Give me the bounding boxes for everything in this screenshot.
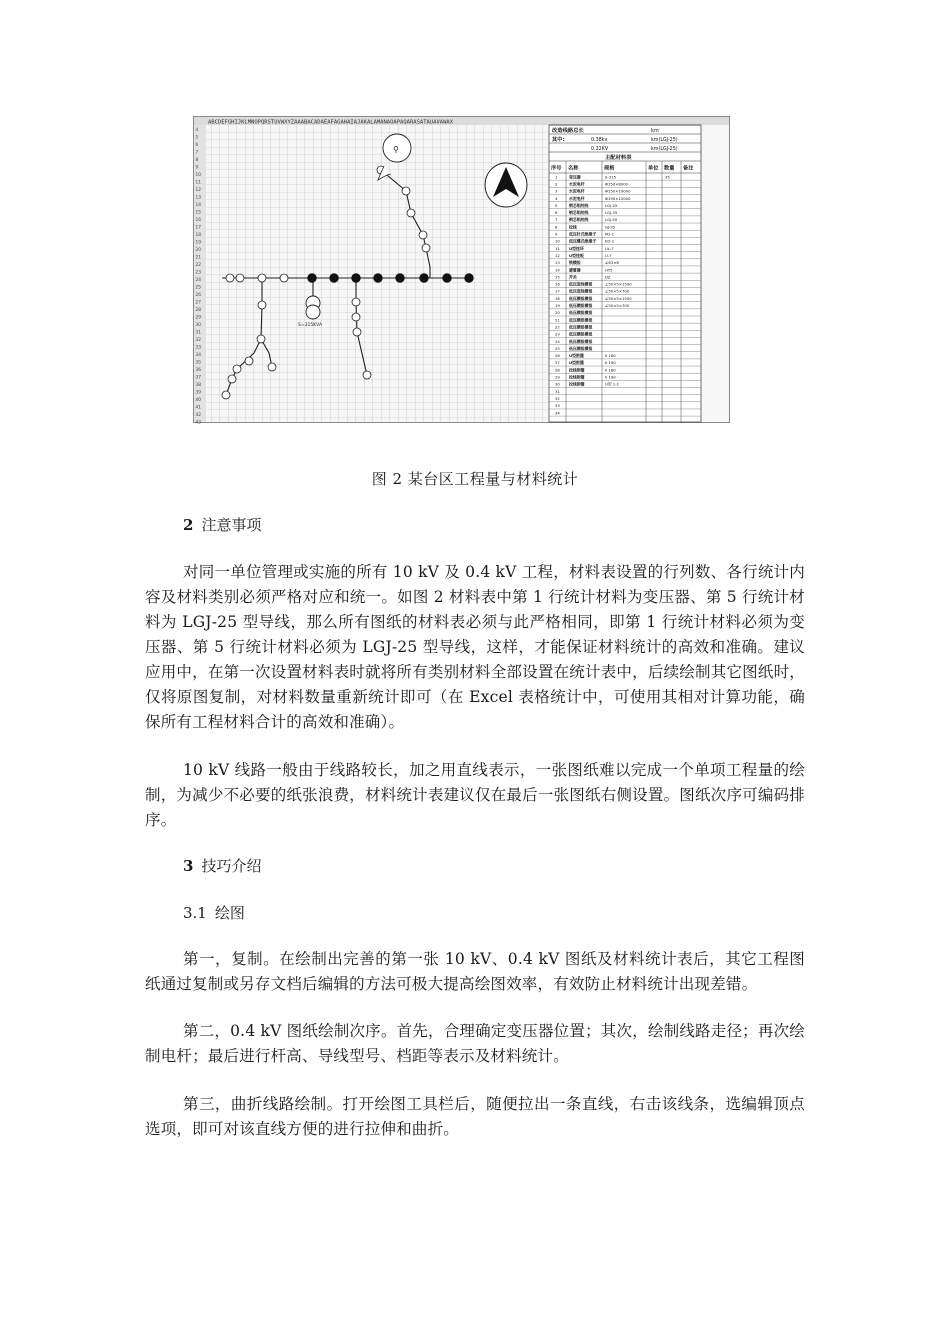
row-number: 7 [195, 150, 199, 156]
table-cell: 21 [555, 317, 560, 323]
table-cell: 低压横担横担 [569, 345, 593, 351]
row-number: 26 [195, 293, 201, 298]
pole-marker [245, 357, 253, 365]
pole-marker [226, 274, 234, 282]
section-2-number: 2 [183, 516, 194, 534]
svg-text:⚲: ⚲ [393, 145, 399, 154]
table-cell: HY5 [605, 267, 613, 273]
table-cell: 开关 [569, 274, 577, 280]
table-cell: 33 [555, 403, 560, 409]
row-number: 27 [195, 300, 201, 306]
table-cell: 钢芯铝绞线 [569, 202, 589, 208]
table-cell: UL-7 [605, 245, 614, 251]
row-number: 23 [195, 270, 201, 276]
engineering-drawing [194, 117, 729, 426]
paragraph-1: 对同一单位管理或实施的所有 10 kV 及 0.4 kV 工程，材料表设置的行列数、各行统计内容及材料类别必须严格对应和统一。如图 2 材料表中第 1 行统计材料为变压器、第 5 行统计材料为 LGJ-25 型导线，那么所有图纸的材料表必须与此严格相同，即第 1 行统计材料必须为变压器、第 5 行统计材料必须为 LGJ-25 型导线，这样，才能保证材料统计的高效和准确。建议应用中，在第一次设置材料表时就将所有类别材料全部设置在统计表中，后续绘制其它图纸时，仅将原图复制，对材料数量重新统计即可（在 Excel 表格统计中，可使用其相对计算功能，确保所有工程材料合计的高效和准确）。 [145, 563, 805, 731]
table-cell: 低压横担横担 [569, 338, 593, 344]
row-number: 24 [195, 278, 201, 283]
paragraph-4: 第二，0.4 kV 图纸绘制次序。首先，合理确定变压器位置；其次，绘制线路走径；再次绘制电杆；最后进行杆高、导线型号、档距等表示及材料统计。 [145, 1022, 805, 1065]
pole-marker [419, 231, 427, 239]
pole-marker [257, 335, 265, 343]
section-3-1-title: 绘图 [214, 904, 245, 922]
row-number: 18 [195, 233, 201, 238]
row-number: 28 [195, 308, 201, 313]
pole-marker-filled [396, 274, 405, 283]
summary-row1-label: 其中: [552, 137, 565, 143]
table-cell: 水泥电杆 [569, 188, 585, 194]
table-cell: 低压针式绝缘子 [569, 231, 597, 237]
figure-caption: 图 2 某台区工程量与材料统计 [371, 470, 579, 488]
table-cell: 拉线抱箍 [569, 381, 585, 387]
row-number: 40 [195, 398, 201, 403]
table-cell: Φ190×12000 [605, 195, 631, 201]
pole-marker [233, 365, 241, 373]
row-number: 16 [195, 218, 201, 223]
table-cell: Φ150×10000 [605, 188, 631, 194]
table-cell: GJ-35 [605, 224, 616, 230]
row-number: 9 [195, 165, 199, 171]
pole-marker [363, 371, 371, 379]
table-cell: 26 [555, 353, 560, 359]
summary-title-unit: km [651, 128, 659, 134]
table-cell: 6 [555, 210, 558, 216]
table-header: 单位 [648, 165, 659, 172]
table-header: 序号 [551, 165, 562, 172]
row-number: 12 [195, 188, 201, 193]
pole-marker [352, 298, 360, 306]
table-cell: U型挂板 [569, 252, 584, 258]
pole-marker [268, 363, 276, 371]
row-number: 29 [195, 315, 201, 321]
table-cell: 3 [555, 188, 558, 194]
row-number: 21 [195, 255, 201, 261]
table-cell: 低压横担横担 [569, 310, 593, 316]
row-number: 5 [195, 135, 199, 141]
table-cell: II 190 [605, 374, 616, 380]
table-cell: 低压蝶式绝缘子 [569, 238, 597, 244]
table-cell: 拉线 [569, 224, 577, 230]
table-cell: 变压器 [569, 174, 581, 180]
table-cell: DZ [605, 274, 611, 280]
table-cell: U型 1-1 [605, 381, 619, 387]
pole-marker-filled [374, 274, 383, 283]
row-number: 38 [195, 383, 201, 388]
row-number: 22 [195, 263, 201, 268]
table-cell: 32 [555, 395, 560, 401]
transformer-label: S=315KVA [298, 323, 323, 328]
pole-marker-filled [465, 274, 474, 283]
table-cell: ∠50×5×700 [605, 288, 630, 294]
table-cell: 17 [555, 288, 560, 294]
column-headers: ABCDEFGHIJKLMNOPQRSTUVWXYZAAABACADAEAFAGAHAIAJAKALAMANAOAPAQARASATAUAVAWAX [208, 119, 454, 126]
table-cell: Φ150×8000 [605, 181, 629, 187]
row-number: 10 [195, 173, 201, 178]
row-number: 32 [195, 338, 201, 343]
table-cell: II 180 [605, 367, 616, 373]
paragraph-3: 第一，复制。在绘制出完善的第一张 10 kV、0.4 kV 图纸及材料统计表后，其它工程图纸通过复制或另存文档后编辑的方法可极大提高绘图效率，有效防止材料统计出现差错。 [145, 950, 805, 993]
section-3-1-number: 3.1 [183, 904, 207, 922]
pole-marker [422, 244, 430, 252]
pole-marker-filled [352, 274, 361, 283]
pole-marker [353, 328, 361, 336]
row-number: 14 [195, 203, 201, 208]
row-number: 19 [195, 240, 201, 246]
summary-row1-unit: km(LGJ-25) [651, 138, 678, 143]
table-cell: U型抱箍 [569, 360, 584, 366]
section-3-number: 3 [183, 857, 194, 875]
section-3-title: 技巧介绍 [201, 857, 262, 875]
pole-marker [352, 313, 360, 321]
table-cell: 5 [555, 202, 558, 208]
pole-marker [228, 375, 236, 383]
table-cell: II 190 [605, 360, 616, 366]
row-number: 20 [195, 248, 201, 253]
table-cell: 避雷器 [569, 267, 581, 273]
table-cell: 28 [555, 367, 560, 373]
pole-marker-filled [330, 274, 339, 283]
table-cell: 10 [555, 238, 560, 244]
row-number: 39 [195, 390, 201, 396]
table-cell: ED-1 [605, 238, 615, 244]
table-cell: 低压横担横担 [569, 331, 593, 337]
table-cell: 15 [555, 274, 560, 280]
table-cell: 钢芯铝绞线 [569, 217, 589, 223]
row-number: 30 [195, 323, 201, 328]
section-3-1-heading [183, 902, 245, 923]
row-number: 31 [195, 330, 201, 336]
row-number: 11 [195, 180, 201, 186]
table-header: 数量 [664, 165, 675, 172]
table-cell: 34 [555, 410, 560, 416]
pole-marker [407, 209, 415, 217]
table-title: 主配材料表 [605, 155, 632, 161]
pole-marker-filled [443, 274, 452, 283]
table-cell: LGJ-35 [605, 210, 618, 216]
table-cell: 35 [665, 174, 670, 180]
table-cell: 25 [555, 345, 560, 351]
table-cell: U-7 [605, 252, 612, 258]
pole-marker [258, 301, 266, 309]
table-cell: 低压横担横担 [569, 324, 593, 330]
table-cell: 水泥电杆 [569, 181, 585, 187]
table-cell: 低压进线横担 [569, 288, 593, 294]
pole-marker-filled [308, 274, 317, 283]
table-cell: 1 [555, 174, 558, 180]
table-cell: LGJ-50 [605, 217, 618, 223]
table-header: 规格 [604, 165, 615, 172]
section-2-heading [183, 514, 261, 535]
table-cell: 27 [555, 360, 560, 366]
paragraph-5: 第三，曲折线路绘制。打开绘图工具栏后，随便拉出一条直线，右击该线条，选编辑顶点选项，即可对该直线方便的进行拉伸和曲折。 [145, 1095, 805, 1138]
table-cell: 11 [555, 245, 560, 251]
table-cell: 7 [555, 217, 558, 223]
row-number: 36 [195, 368, 201, 373]
table-cell: 拉线抱箍 [569, 367, 585, 373]
table-cell: 20 [555, 310, 560, 316]
row-number: 15 [195, 210, 201, 216]
table-cell: PD-1 [605, 231, 614, 237]
table-cell: ∠50×5×1500 [605, 281, 632, 287]
figure-2 [193, 116, 730, 426]
row-number: 41 [195, 405, 201, 411]
table-header: 名称 [568, 165, 579, 172]
table-cell: 12 [555, 252, 560, 258]
table-cell: ∠50×5×1500 [605, 295, 632, 301]
section-3-heading [183, 855, 261, 876]
row-number: 6 [195, 143, 199, 148]
row-number: 13 [195, 195, 201, 201]
table-cell: 钢芯铝绞线 [569, 210, 589, 216]
row-number: 37 [195, 375, 201, 381]
row-number: 25 [195, 285, 201, 291]
summary-row2-value: 0.22KV [591, 147, 609, 152]
table-cell: 19 [555, 303, 560, 308]
row-number: 33 [195, 345, 201, 351]
table-cell: 低压横担横担 [569, 317, 593, 323]
pole-marker [402, 187, 410, 195]
row-number: 4 [195, 128, 199, 133]
table-cell: 24 [555, 338, 560, 344]
pole-marker [258, 274, 266, 282]
north-arrow-icon [485, 163, 527, 207]
paragraph-2: 10 kV 线路一般由于线路较长，加之用直线表示，一张图纸难以完成一个单项工程量的绘制，为减少不必要的纸张浪费，材料统计表建议仅在最后一张图纸右侧设置。图纸次序可编码排序。 [145, 761, 805, 829]
table-cell: 2 [555, 181, 558, 187]
table-cell: ∠50×5×700 [605, 303, 630, 308]
summary-row2-unit: km(LGJ-25) [651, 147, 678, 152]
table-cell: 29 [555, 374, 560, 380]
table-cell: 水泥电杆 [569, 195, 585, 201]
row-number: 42 [195, 413, 201, 418]
table-cell: 18 [555, 295, 560, 301]
row-number: 34 [195, 353, 201, 358]
table-cell: 22 [555, 324, 560, 330]
table-cell: 低压进线横担 [569, 281, 593, 287]
table-header: 备注 [683, 165, 694, 172]
row-number: 43 [195, 420, 201, 426]
table-cell: S-315 [605, 174, 617, 180]
table-cell: 30 [555, 381, 560, 387]
table-cell: 4 [555, 195, 558, 201]
table-cell: 8 [555, 224, 558, 230]
pole-marker [280, 274, 288, 282]
table-cell: 铁横担 [569, 260, 581, 266]
table-cell: 9 [555, 231, 558, 237]
table-cell: II 180 [605, 353, 616, 359]
table-cell: ∠63×6 [605, 260, 619, 266]
summary-title: 改造线路总长 [552, 128, 584, 134]
row-number: 17 [195, 225, 201, 231]
table-cell: 14 [555, 267, 560, 273]
summary-row1-value: 0.38kv [591, 138, 608, 143]
section-2-title: 注意事项 [201, 516, 262, 534]
material-table [549, 125, 701, 422]
table-cell: U型挂环 [569, 245, 584, 251]
table-cell: 拉线抱箍 [569, 374, 585, 380]
row-number: 35 [195, 360, 201, 366]
table-cell: U型抱箍 [569, 353, 584, 359]
pole-marker-filled [420, 274, 429, 283]
pole-marker [236, 274, 244, 282]
row-number: 8 [195, 158, 199, 163]
table-cell: 低压横担横担 [569, 295, 593, 301]
table-cell: 23 [555, 331, 560, 337]
table-cell: 16 [555, 281, 560, 287]
table-cell: 13 [555, 260, 560, 266]
pole-marker [222, 391, 230, 399]
table-cell: 低压横担横担 [569, 303, 593, 308]
table-cell: LGJ-25 [605, 202, 618, 208]
table-cell: 31 [555, 388, 560, 394]
